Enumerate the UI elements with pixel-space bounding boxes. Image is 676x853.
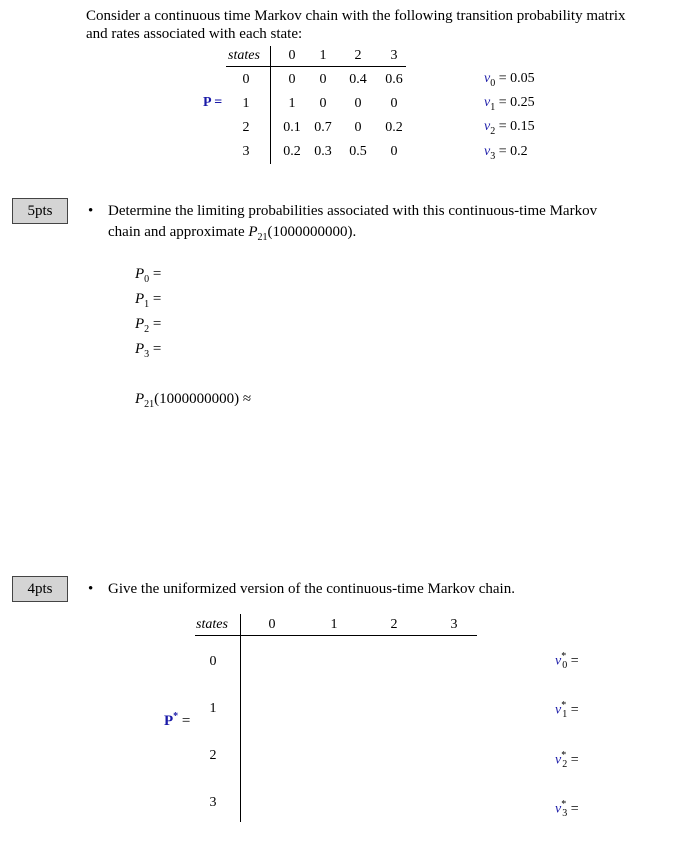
u-row-state: 0 [209,654,217,669]
matrix-vertical-rule [270,46,271,164]
matrix-header-rule [226,66,406,67]
u-row-state: 2 [209,748,217,763]
matrix-cell: 0 [319,72,327,87]
u-col-header: 0 [268,617,276,632]
u-col-header: 3 [450,617,458,632]
u-states-header: states [196,617,228,632]
q1-line-2: chain and approximate $P_{21}(1000000000)$. [108,224,357,243]
u-col-header: 1 [330,617,338,632]
matrix-col-header: 2 [354,48,362,63]
q2-text: Give the uniformized version of the continuous-time Markov chain. [108,581,515,597]
u-col-header: 2 [390,617,398,632]
answer-p2: $P_2$ = [135,316,162,335]
matrix-row-state: 1 [242,96,250,111]
matrix-row-state: 2 [242,120,250,135]
matrix-cell: 0.6 [385,72,403,87]
matrix-cell: 0 [319,96,327,111]
rate-v3: $v_3 = 0.2$ [484,144,528,162]
points-badge-q2: 4pts [12,576,68,602]
rate-v1: $v_1 = 0.25$ [484,95,535,113]
matrix-cell: 0.3 [314,144,332,159]
matrix-cell: 1 [288,96,296,111]
answer-p3: $P_3$ = [135,341,162,360]
intro-line-2: and rates associated with each state: [86,26,303,42]
u-rate-v3: $v^*_3$ = [555,799,579,820]
u-row-state: 1 [209,701,217,716]
matrix-row-state: 3 [242,144,250,159]
matrix-cell: 0.7 [314,120,332,135]
u-vertical-rule [240,614,241,822]
bullet-q1: • [88,203,94,219]
matrix-cell: 0 [390,96,398,111]
matrix-label: P = [203,95,223,110]
matrix-col-header: 3 [390,48,398,63]
matrix-states-header: states [228,48,260,63]
u-rate-v0: $v^*_0$ = [555,651,579,672]
matrix-cell: 0 [354,96,362,111]
rate-v2: $v_2 = 0.15$ [484,119,535,137]
u-rate-v1: $v^*_1$ = [555,700,579,721]
answer-p0: $P_0$ = [135,266,162,285]
bullet-q2: • [88,581,94,597]
matrix-row-state: 0 [242,72,250,87]
matrix-col-header: 0 [288,48,296,63]
u-matrix-label: P* = [164,711,191,729]
points-badge-q1: 5pts [12,198,68,224]
answer-p1: $P_1$ = [135,291,162,310]
matrix-cell: 0 [288,72,296,87]
rate-v0: $v_0 = 0.05$ [484,71,535,89]
q1-line-1: Determine the limiting probabilities associated with this continuous-time Markov [108,203,598,219]
matrix-col-header: 1 [319,48,327,63]
intro-line-1: Consider a continuous time Markov chain with the following transition probability matrix [86,8,626,24]
matrix-cell: 0.2 [283,144,301,159]
u-header-rule [195,635,477,636]
matrix-cell: 0 [354,120,362,135]
approx-answer: $P_{21}(1000000000)$ ≈ [135,391,252,410]
matrix-cell: 0.5 [349,144,367,159]
matrix-cell: 0.4 [349,72,367,87]
u-rate-v2: $v^*_2$ = [555,750,579,771]
u-row-state: 3 [209,795,217,810]
matrix-cell: 0.1 [283,120,301,135]
matrix-cell: 0.2 [385,120,403,135]
matrix-cell: 0 [390,144,398,159]
